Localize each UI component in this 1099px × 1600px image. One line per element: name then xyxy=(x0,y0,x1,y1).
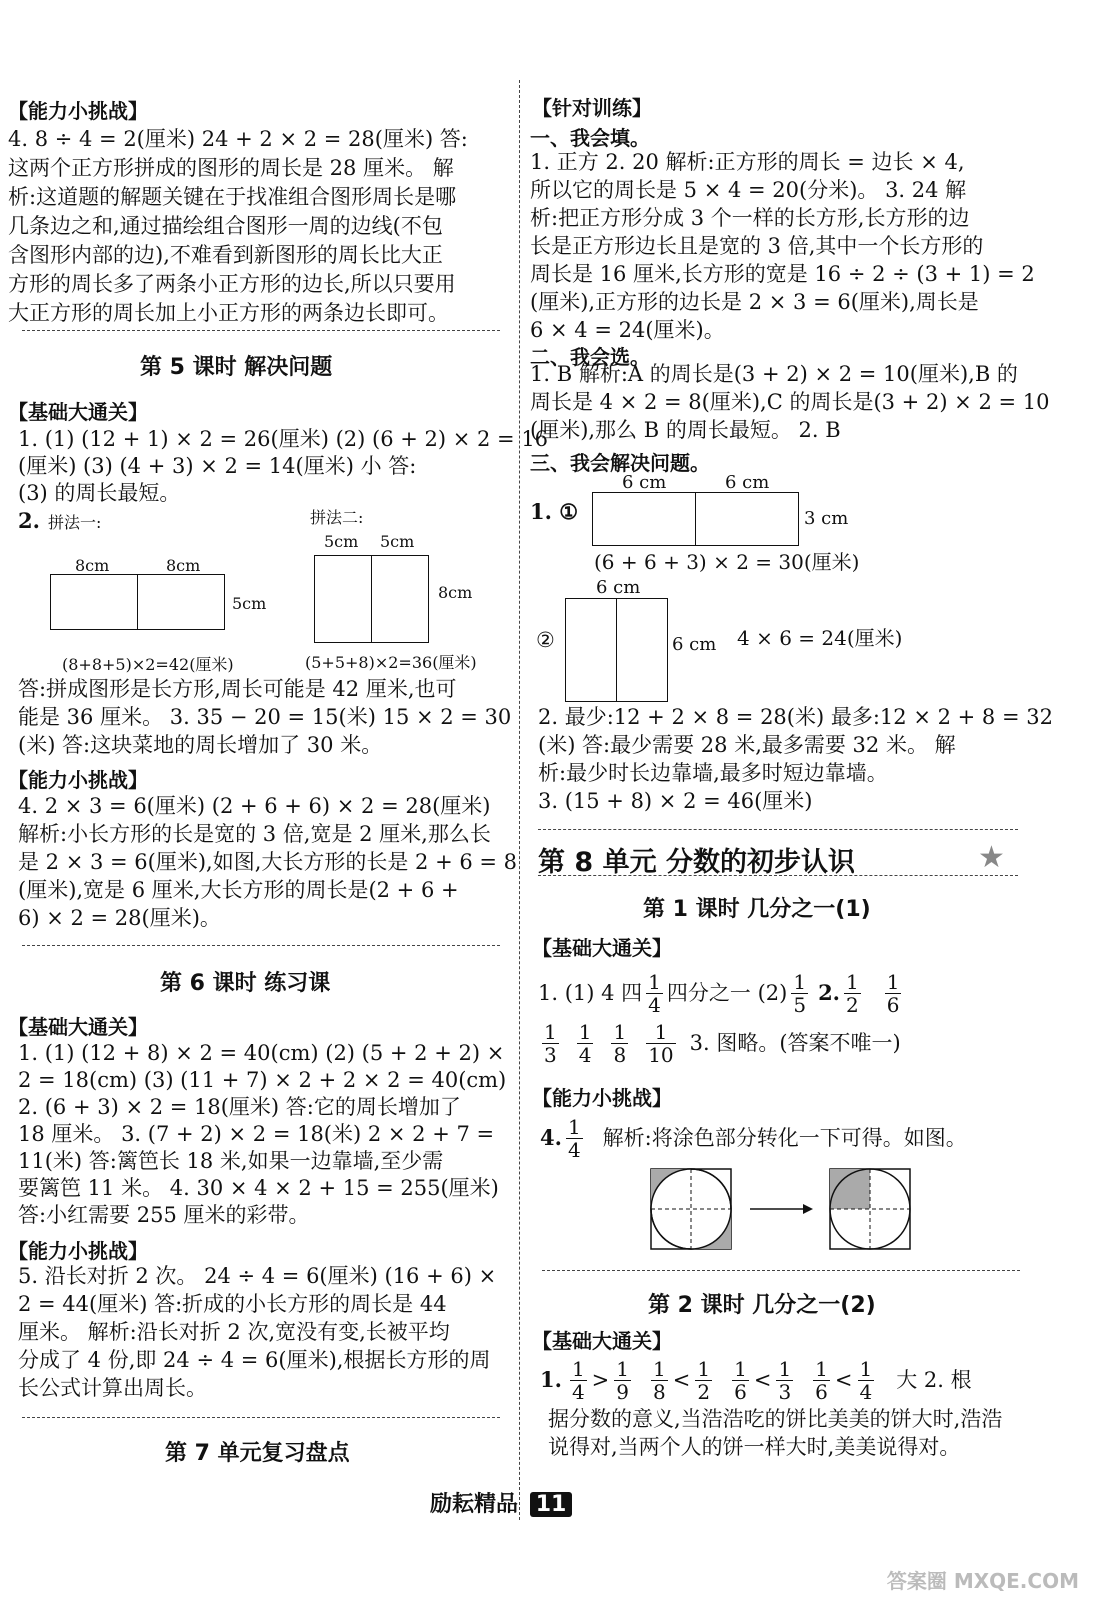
divider xyxy=(538,829,1018,830)
fraction: $\frac{1}{6}$ xyxy=(734,1356,747,1404)
fraction: $\frac{1}{2}$ xyxy=(697,1356,711,1404)
lesson-title: 第 5 课时 解决问题 xyxy=(140,355,333,380)
answer-line xyxy=(540,1357,972,1403)
answer-line: 长公式计算出周长。 xyxy=(18,1376,207,1400)
answer-line: 析:把正方形分成 3 个一样的长方形,长方形的边 xyxy=(530,206,970,230)
fraction: $\frac{1}{8}$ xyxy=(613,1019,627,1067)
rectangle-shape xyxy=(371,555,429,643)
rectangle-shape xyxy=(50,574,138,630)
dimension-label: 3 cm xyxy=(804,508,849,529)
answer-text: < xyxy=(834,1368,853,1392)
answer-line: 6 × 4 = 24(厘米)。 xyxy=(530,318,725,342)
answer-line: 1. B 解析:A 的周长是(3 + 2) × 2 = 10(厘米),B 的 xyxy=(530,362,1018,386)
dimension-label: 6 cm xyxy=(622,472,667,493)
answer-line xyxy=(538,1020,901,1066)
answer-line: 长是正方形边长且是宽的 3 倍,其中一个长方形的 xyxy=(530,234,984,258)
fraction: $\frac{1}{8}$ xyxy=(653,1356,666,1404)
fraction: $\frac{1}{10}$ xyxy=(648,1019,674,1067)
divider xyxy=(22,945,500,946)
method-label: 拼法一: xyxy=(48,513,102,532)
answer-text: 解析:将涂色部分转化一下可得。如图。 xyxy=(602,1126,967,1150)
answer-line: (厘米) (3) (4 + 3) × 2 = 14(厘米) 小 答: xyxy=(18,454,417,478)
answer-line: 是 2 × 3 = 6(厘米),如图,大长方形的长是 2 + 6 = 8 xyxy=(18,850,518,874)
answer-line: 周长是 4 × 2 = 8(厘米),C 的周长是(3 + 2) × 2 = 10 xyxy=(530,390,1050,414)
section-heading: 【基础大通关】 xyxy=(532,1329,672,1353)
answer-line: (厘米),那么 B 的周长最短。 2. B xyxy=(530,418,841,442)
unit-title: 第 8 单元 分数的初步认识 xyxy=(538,847,855,878)
star-icon: ★ xyxy=(978,840,1005,875)
fraction: $\frac{1}{5}$ xyxy=(793,969,807,1017)
answer-line: 几条边之和,通过描绘组合图形一周的边线(不包 xyxy=(8,214,443,238)
answer-line: 答:小红需要 255 厘米的彩带。 xyxy=(18,1203,310,1227)
answer-line: 1. (1) (12 + 1) × 2 = 26(厘米) (2) (6 + 2) × 2 = 16 xyxy=(18,427,549,451)
subsection-heading: 二、我会选。 xyxy=(530,345,650,369)
fraction: $\frac{1}{9}$ xyxy=(616,1356,630,1404)
answer-line: 6) × 2 = 28(厘米)。 xyxy=(18,906,221,930)
section-heading: 【能力小挑战】 xyxy=(8,1239,148,1263)
watermark: 答案圈 MXQE.COM xyxy=(886,1569,1079,1593)
rectangle-shape xyxy=(695,492,799,546)
dimension-label: 6 cm xyxy=(596,577,641,598)
dimension-label: 6 cm xyxy=(725,472,770,493)
answer-line: 11(米) 答:篱笆长 18 米,如果一边靠墙,至少需 xyxy=(18,1149,444,1173)
answer-line: 3. (15 + 8) × 2 = 46(厘米) xyxy=(538,789,813,813)
fraction: $\frac{1}{6}$ xyxy=(886,969,900,1017)
formula-label: (6 + 6 + 3) × 2 = 30(厘米) xyxy=(594,550,860,574)
question-number: 4. xyxy=(540,1125,562,1150)
rectangle-shape xyxy=(565,598,617,702)
dimension-label: 8cm xyxy=(75,556,110,575)
answer-line: (厘米),正方形的边长是 2 × 3 = 6(厘米),周长是 xyxy=(530,290,979,314)
dimension-label: 5cm xyxy=(232,594,267,613)
answer-line: 2 = 44(厘米) 答:折成的小长方形的周长是 44 xyxy=(18,1292,447,1316)
rectangle-shape xyxy=(137,574,225,630)
subsection-heading: 三、我会解决问题。 xyxy=(530,451,710,475)
question-number: 1. ① xyxy=(530,499,579,524)
rectangle-shape xyxy=(616,598,668,702)
formula-label: (5+5+8)×2=36(厘米) xyxy=(305,653,477,672)
answer-line xyxy=(538,970,905,1016)
answer-line: 含图形内部的边),不难看到新图形的周长比大正 xyxy=(8,243,443,267)
dimension-label: 5cm xyxy=(380,532,415,551)
answer-line: 析:这道题的解题关键在于找准组合图形周长是哪 xyxy=(8,185,457,209)
fraction: $\frac{1}{2}$ xyxy=(846,969,859,1017)
answer-line: 5. 沿长对折 2 次。 24 ÷ 4 = 6(厘米) (16 + 6) × xyxy=(18,1264,497,1288)
answer-text: < xyxy=(753,1368,772,1392)
subsection-heading: 一、我会填。 xyxy=(530,126,650,150)
page-footer xyxy=(430,1487,572,1518)
answer-line: 18 厘米。 3. (7 + 2) × 2 = 18(米) 2 × 2 + 7 = xyxy=(18,1122,495,1146)
answer-line: (米) 答:最少需要 28 米,最多需要 32 米。 解 xyxy=(538,733,956,757)
answer-text: 四分之一 (2) xyxy=(666,981,788,1005)
answer-line: (米) 答:这块菜地的周长增加了 30 米。 xyxy=(18,733,383,757)
fraction: $\frac{1}{6}$ xyxy=(815,1356,828,1404)
lesson-title: 第 2 课时 几分之一(2) xyxy=(648,1293,876,1318)
answer-line: 说得对,当两个人的饼一样大时,美美说得对。 xyxy=(548,1435,961,1459)
divider xyxy=(538,875,1018,876)
fraction: $\frac{1}{3}$ xyxy=(544,1019,557,1067)
brand-logo: 励耘精品 xyxy=(430,1492,519,1517)
section-heading: 【针对训练】 xyxy=(532,96,652,120)
answer-line: 大正方形的周长加上小正方形的两条边长即可。 xyxy=(8,301,449,325)
answer-text: 1. (1) 4 四 xyxy=(538,981,643,1005)
answer-text: 3. 图略。(答案不唯一) xyxy=(689,1031,901,1055)
formula-label: 4 × 6 = 24(厘米) xyxy=(737,626,903,650)
answer-line: 所以它的周长是 5 × 4 = 20(分米)。 3. 24 解 xyxy=(530,178,967,202)
formula-label: (8+8+5)×2=42(厘米) xyxy=(62,655,234,674)
rectangle-shape xyxy=(592,492,696,546)
section-heading: 【基础大通关】 xyxy=(532,936,672,960)
answer-text: 1. xyxy=(540,1367,562,1392)
answer-line: 答:拼成图形是长方形,周长可能是 42 厘米,也可 xyxy=(18,677,457,701)
column-divider xyxy=(519,80,520,1520)
dimension-label: 6 cm xyxy=(672,634,717,655)
answer-line: 析:最少时长边靠墙,最多时短边靠墙。 xyxy=(538,761,888,785)
fraction: $\frac{1}{4}$ xyxy=(567,1114,581,1162)
answer-text: > xyxy=(591,1368,610,1392)
fraction: $\frac{1}{4}$ xyxy=(578,1019,592,1067)
answer-line: 2. 最少:12 + 2 × 8 = 28(米) 最多:12 × 2 + 8 = 32 xyxy=(538,705,1053,729)
lesson-title: 第 6 课时 练习课 xyxy=(160,971,331,996)
answer-line: 周长是 16 厘米,长方形的宽是 16 ÷ 2 ÷ (3 + 1) = 2 xyxy=(530,262,1035,286)
rectangle-shape xyxy=(314,555,372,643)
answer-line: 1. (1) (12 + 8) × 2 = 40(cm) (2) (5 + 2 + 2) × xyxy=(18,1041,505,1065)
answer-line: 2 = 18(cm) (3) (11 + 7) × 2 + 2 × 2 = 40(cm) xyxy=(18,1068,507,1092)
answer-line xyxy=(540,1115,967,1161)
page-number: 11 xyxy=(530,1492,573,1517)
section-heading: 【能力小挑战】 xyxy=(8,768,148,792)
question-number: 2. xyxy=(818,980,840,1005)
divider xyxy=(542,1270,1020,1271)
section-heading: 【能力小挑战】 xyxy=(532,1086,672,1110)
answer-line: 1. 正方 2. 20 解析:正方形的周长 = 边长 × 4, xyxy=(530,150,965,174)
method-label: 拼法二: xyxy=(310,508,364,527)
dimension-label: 8cm xyxy=(166,556,201,575)
answer-line: 解析:小长方形的长是宽的 3 倍,宽是 2 厘米,那么长 xyxy=(18,822,491,846)
lesson-title: 第 1 课时 几分之一(1) xyxy=(643,897,871,922)
fraction: $\frac{1}{4}$ xyxy=(859,1356,873,1404)
divider xyxy=(22,330,500,331)
answer-line: 能是 36 厘米。 3. 35 − 20 = 15(米) 15 × 2 = 30 xyxy=(18,705,512,729)
answer-line: 2. (6 + 3) × 2 = 18(厘米) 答:它的周长增加了 xyxy=(18,1095,461,1119)
answer-line: 4. 2 × 3 = 6(厘米) (2 + 6 + 6) × 2 = 28(厘米) xyxy=(18,794,491,818)
section-heading: 【能力小挑战】 xyxy=(8,99,148,123)
fraction-circle-diagram xyxy=(648,1164,923,1252)
unit-review-title: 第 7 单元复习盘点 xyxy=(165,1441,350,1466)
answer-line: 要篱笆 11 米。 4. 30 × 4 × 2 + 15 = 255(厘米) xyxy=(18,1176,499,1200)
dimension-label: 5cm xyxy=(324,532,359,551)
divider xyxy=(22,1417,500,1418)
answer-line: 这两个正方形拼成的图形的周长是 28 厘米。 解 xyxy=(8,156,454,180)
answer-line: 4. 8 ÷ 4 = 2(厘米) 24 + 2 × 2 = 28(厘米) 答: xyxy=(8,127,468,151)
section-heading: 【基础大通关】 xyxy=(8,400,148,424)
answer-line: (厘米),宽是 6 厘米,大长方形的周长是(2 + 6 + xyxy=(18,878,459,902)
answer-text: < xyxy=(672,1368,691,1392)
answer-line: 厘米。 解析:沿长对折 2 次,宽没有变,长被平均 xyxy=(18,1320,450,1344)
answer-text: 大 2. 根 xyxy=(896,1368,972,1392)
question-number: 2. xyxy=(18,508,40,533)
dimension-label: 8cm xyxy=(438,583,473,602)
fraction: $\frac{1}{4}$ xyxy=(571,1356,585,1404)
answer-line: (3) 的周长最短。 xyxy=(18,481,181,505)
answer-line: 方形的周长多了两条小正方形的边长,所以只要用 xyxy=(8,272,456,296)
question-number: ② xyxy=(536,628,555,652)
fraction: $\frac{1}{4}$ xyxy=(648,969,661,1017)
fraction: $\frac{1}{3}$ xyxy=(778,1356,792,1404)
section-heading: 【基础大通关】 xyxy=(8,1015,148,1039)
answer-line: 分成了 4 份,即 24 ÷ 4 = 6(厘米),根据长方形的周 xyxy=(18,1348,491,1372)
answer-line: 据分数的意义,当浩浩吃的饼比美美的饼大时,浩浩 xyxy=(548,1407,1003,1431)
